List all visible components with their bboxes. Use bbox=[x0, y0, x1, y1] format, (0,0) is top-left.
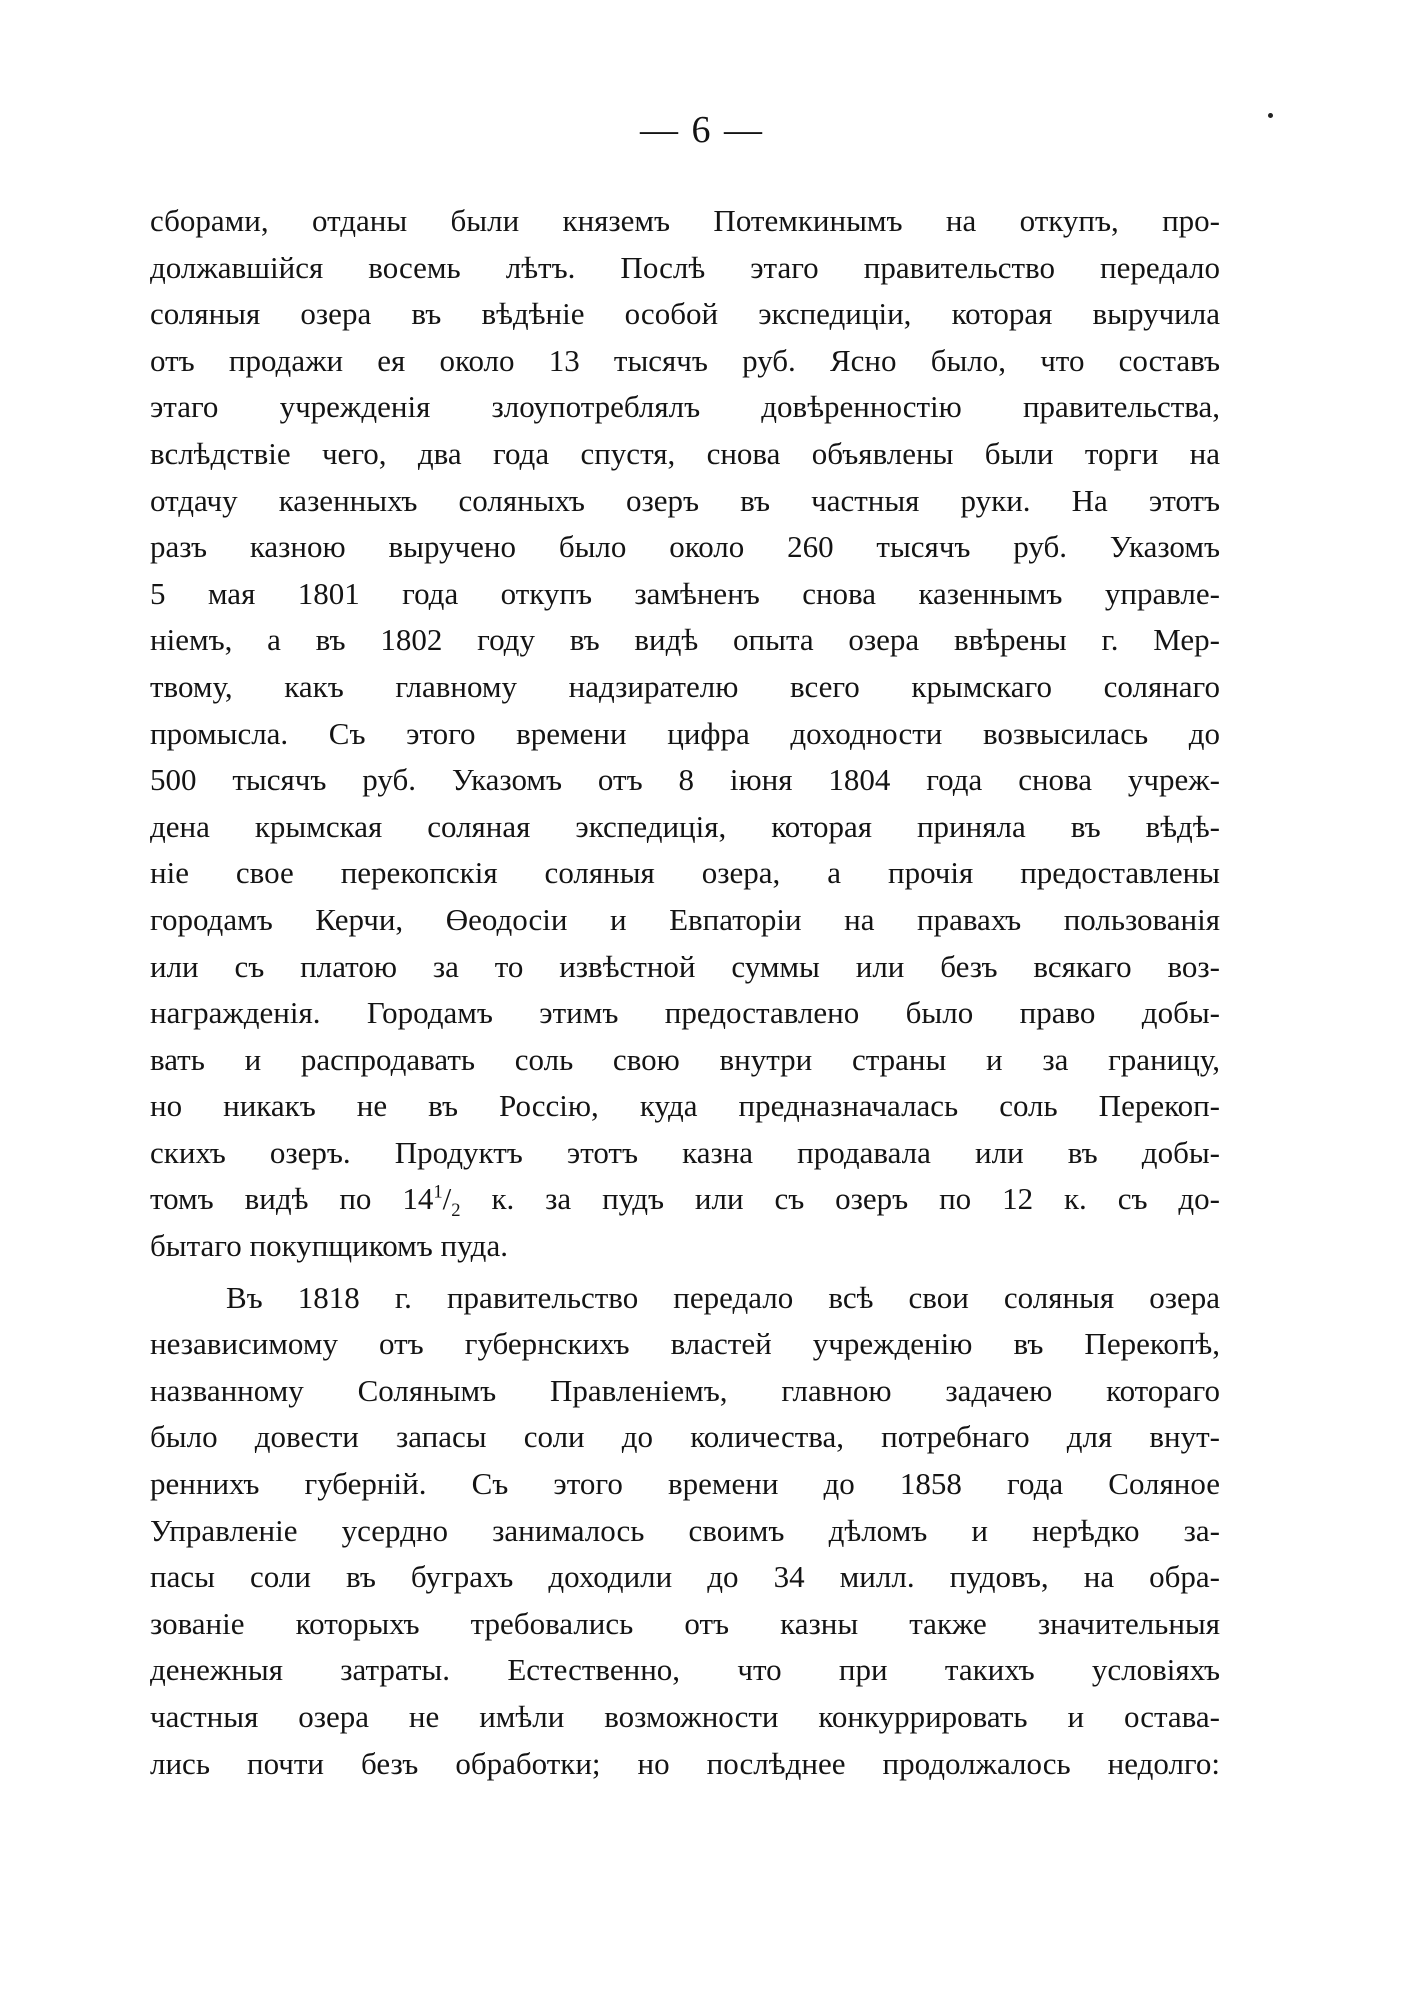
fraction-after: к. за пудъ или съ озеръ по 12 к. съ до- bbox=[460, 1181, 1220, 1217]
text-line: отъ продажи ея около 13 тысячъ руб. Ясно было, что составъ bbox=[150, 342, 1220, 378]
text-line: городамъ Керчи, Өеодосіи и Евпаторіи на правахъ пользованія bbox=[150, 901, 1220, 937]
text-line: награжденія. Городамъ этимъ предоставлено было право добы- bbox=[150, 995, 1220, 1031]
text-line: было довести запасы соли до количества, потребнаго для внут- bbox=[150, 1419, 1220, 1455]
fraction-denominator: 2 bbox=[451, 1200, 461, 1222]
text-line: ніе свое перекопскія соляныя озера, а прочія предоставлены bbox=[150, 855, 1220, 891]
text-line: скихъ озеръ. Продуктъ этотъ казна продавала или въ добы- bbox=[150, 1134, 1220, 1170]
text-line: денежныя затраты. Естественно, что при такихъ условіяхъ bbox=[150, 1652, 1220, 1688]
text-line: зованіе которыхъ требовались отъ казны также значительныя bbox=[150, 1605, 1220, 1641]
text-line: реннихъ губерній. Съ этого времени до 1858 года Соляное bbox=[150, 1466, 1220, 1502]
text-line: 5 мая 1801 года откупъ замѣненъ снова казеннымъ управле- bbox=[150, 575, 1220, 611]
text-line: сборами, отданы были княземъ Потемкинымъ на откупъ, про- bbox=[150, 203, 1220, 238]
text-line-last: бытаго покупщикомъ пуда. bbox=[150, 1228, 508, 1264]
fraction-numerator: 1 bbox=[433, 1182, 443, 1204]
text-line: разъ казною выручено было около 260 тысячъ руб. Указомъ bbox=[150, 529, 1220, 565]
fraction-before: томъ видѣ по 14 bbox=[150, 1181, 434, 1217]
text-line: ніемъ, а въ 1802 году въ видѣ опыта озера ввѣрены г. Мер- bbox=[150, 622, 1220, 658]
text-line: твому, какъ главному надзирателю всего крымскаго солянаго bbox=[150, 668, 1220, 704]
text-line: Управленіе усердно занималось своимъ дѣломъ и нерѣдко за- bbox=[150, 1512, 1220, 1548]
text-line: лись почти безъ обработки; но послѣднее продолжалось недолго: bbox=[150, 1745, 1220, 1781]
text-line: этаго учрежденія злоупотреблялъ довѣренностію правительства, bbox=[150, 389, 1220, 425]
text-line: отдачу казенныхъ соляныхъ озеръ въ частныя руки. На этотъ bbox=[150, 482, 1220, 518]
text-line: названному Солянымъ Правленіемъ, главною задачею котораго bbox=[150, 1372, 1220, 1408]
text-line: дена крымская соляная экспедиція, которая приняла въ вѣдѣ- bbox=[150, 808, 1220, 844]
paragraph-2 bbox=[150, 1275, 1220, 1788]
text-line: промысла. Съ этого времени цифра доходности возвысилась до bbox=[150, 715, 1220, 751]
text-line: частныя озера не имѣли возможности конкуррировать и остава- bbox=[150, 1699, 1220, 1734]
text-line: 500 тысячъ руб. Указомъ отъ 8 іюня 1804 года снова учреж- bbox=[150, 762, 1220, 798]
stray-dot bbox=[1268, 113, 1273, 118]
text-line: независимому отъ губернскихъ властей учрежденію въ Перекопѣ, bbox=[150, 1326, 1220, 1362]
text-line: пасы соли въ буграхъ доходили до 34 милл. пудовъ, на обра- bbox=[150, 1559, 1220, 1595]
text-block bbox=[150, 198, 1220, 1787]
text-line: или съ платою за то извѣстной суммы или безъ всякаго воз- bbox=[150, 948, 1220, 984]
fraction-slash: / bbox=[442, 1181, 452, 1217]
text-line-first: Въ 1818 г. правительство передало всѣ свои соляныя озера bbox=[226, 1279, 1220, 1315]
text-line: соляныя озера въ вѣдѣніе особой экспедиціи, которая выручила bbox=[150, 296, 1220, 332]
text-line: должавшійся восемь лѣтъ. Послѣ этаго правительство передало bbox=[150, 249, 1220, 285]
paragraph-1 bbox=[150, 198, 1220, 1270]
text-line: вслѣдствіе чего, два года спустя, снова объявлены были торги на bbox=[150, 435, 1220, 471]
page-number: — 6 — bbox=[640, 109, 764, 151]
text-line: вать и распродавать соль свою внутри страны и за границу, bbox=[150, 1041, 1220, 1077]
text-line-fraction bbox=[150, 1176, 1220, 1223]
text-line: но никакъ не въ Россію, куда предназначалась соль Перекоп- bbox=[150, 1088, 1220, 1124]
